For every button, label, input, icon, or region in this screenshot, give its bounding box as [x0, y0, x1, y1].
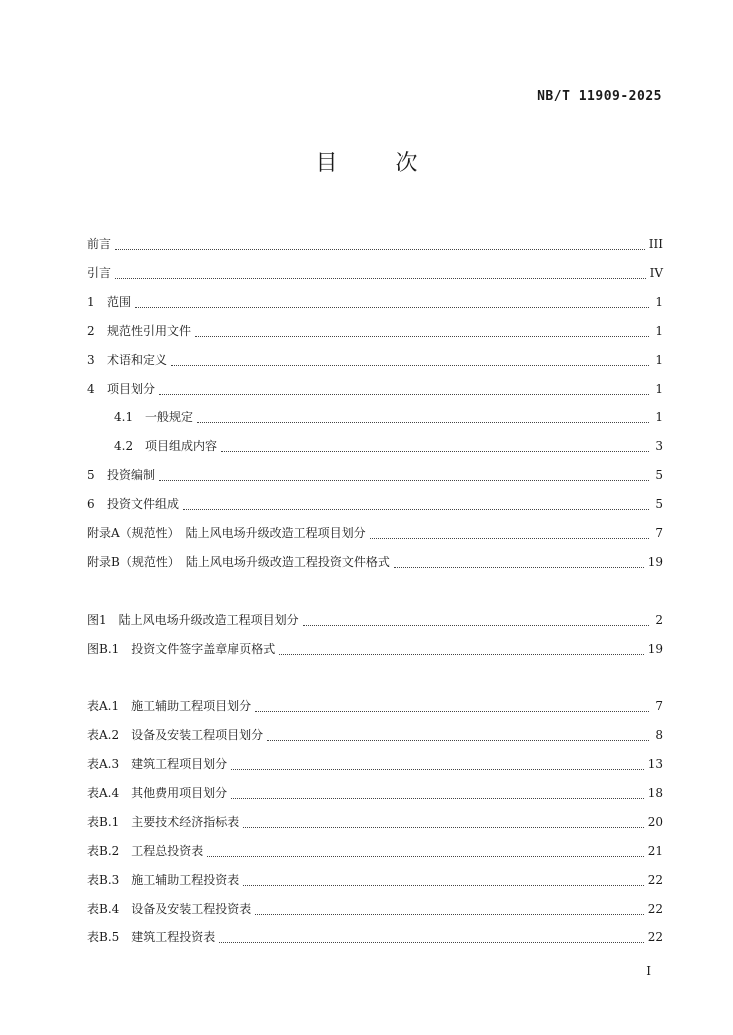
toc-entry-label: 表B.1 主要技术经济指标表: [87, 815, 240, 829]
toc-entry[interactable]: [87, 234, 663, 254]
toc-leader: [303, 611, 649, 626]
toc-table-entry[interactable]: [87, 870, 663, 890]
toc-entry-label: 附录B（规范性） 陆上风电场升级改造工程投资文件格式: [87, 555, 390, 569]
toc-entry-label: 表A.4 其他费用项目划分: [87, 786, 228, 800]
toc-table-entry[interactable]: [87, 841, 663, 861]
toc-leader: [243, 871, 643, 886]
toc-leader: [231, 755, 644, 770]
toc-leader: [115, 264, 646, 279]
toc-entry-page: 2: [655, 613, 663, 627]
toc-entry[interactable]: [87, 350, 663, 370]
toc-entry-label: 表A.1 施工辅助工程项目划分: [87, 699, 252, 713]
toc-entry-page: 21: [647, 844, 663, 858]
toc-subentry[interactable]: [87, 436, 663, 456]
toc-entry-label: 引言: [87, 266, 112, 280]
toc-leader: [219, 928, 643, 943]
toc-leader: [394, 553, 644, 568]
toc-entry-label: 表A.3 建筑工程项目划分: [87, 757, 228, 771]
toc-table-entry[interactable]: [87, 783, 663, 803]
toc-entry-page: 1: [655, 382, 663, 396]
toc-leader: [183, 495, 649, 510]
toc-figure-entry[interactable]: [87, 639, 663, 659]
toc-entry-page: 22: [647, 930, 663, 944]
toc-entry-page: 3: [655, 439, 663, 453]
page-title: 目 次: [315, 151, 436, 176]
toc-entry-appendix-b[interactable]: [87, 552, 663, 572]
toc-leader: [279, 640, 643, 655]
toc-entry-page: 22: [647, 873, 663, 887]
toc-entry-number: 6: [87, 497, 95, 511]
toc-subentry[interactable]: [87, 407, 663, 427]
toc-entry-page: 1: [655, 410, 663, 424]
toc-leader: [159, 466, 649, 481]
toc-leader: [159, 380, 649, 395]
toc-entry-label: 表B.5 建筑工程投资表: [87, 930, 216, 944]
toc-entry-label: 表A.2 设备及安装工程项目划分: [87, 728, 264, 742]
toc-entry[interactable]: [87, 379, 663, 399]
toc-leader: [115, 235, 645, 250]
toc-leader: [221, 437, 649, 452]
toc-leader: [267, 726, 649, 741]
toc-entry-page: 1: [655, 295, 663, 309]
toc-entry-label: 表B.4 设备及安装工程投资表: [87, 902, 252, 916]
toc-entry-appendix-a[interactable]: [87, 523, 663, 543]
toc-leader: [255, 900, 643, 915]
toc-entry-page: 13: [647, 757, 663, 771]
toc-leader: [231, 784, 644, 799]
toc-entry-page: III: [648, 237, 663, 251]
toc-entry-number: 4.2: [114, 439, 134, 453]
toc-leader: [207, 842, 643, 857]
toc-table-entry[interactable]: [87, 899, 663, 919]
toc-entry[interactable]: [87, 321, 663, 341]
toc-table-entry[interactable]: [87, 754, 663, 774]
toc-entry-page: 19: [647, 555, 663, 569]
toc-leader: [195, 322, 649, 337]
toc-entry-page: 1: [655, 353, 663, 367]
toc-leader: [135, 293, 649, 308]
toc-entry-label: 项目组成内容: [145, 439, 218, 453]
toc-entry-page: 18: [647, 786, 663, 800]
toc-entry-label: 附录A（规范性） 陆上风电场升级改造工程项目划分: [87, 526, 366, 540]
toc-table-entry[interactable]: [87, 696, 663, 716]
toc-entry-number: 5: [87, 468, 95, 482]
toc-entry-label: 项目划分: [107, 382, 156, 396]
toc-table-entry[interactable]: [87, 927, 663, 947]
toc-entry-label: 投资文件组成: [107, 497, 180, 511]
toc-entry-label: 前言: [87, 237, 112, 251]
toc-table-entry[interactable]: [87, 812, 663, 832]
toc-entry-label: 表B.2 工程总投资表: [87, 844, 204, 858]
toc-entry[interactable]: [87, 465, 663, 485]
toc-entry-page: 5: [655, 468, 663, 482]
standard-code: NB/T 11909-2025: [537, 89, 662, 104]
page-number: I: [646, 964, 651, 978]
toc-entry-label: 投资编制: [107, 468, 156, 482]
toc-leader: [171, 351, 649, 366]
toc-entry-page: 7: [655, 699, 663, 713]
toc-entry-number: 3: [87, 353, 95, 367]
toc-entry-page: 8: [655, 728, 663, 742]
toc-entry-page: 20: [647, 815, 663, 829]
toc-entry-number: 1: [87, 295, 95, 309]
toc-entry-number: 4: [87, 382, 95, 396]
toc-entry-page: 1: [655, 324, 663, 338]
toc-entry-label: 一般规定: [145, 410, 194, 424]
toc-entry[interactable]: [87, 292, 663, 312]
toc-entry[interactable]: [87, 263, 663, 283]
toc-entry-label: 表B.3 施工辅助工程投资表: [87, 873, 240, 887]
toc-entry-label: 图B.1 投资文件签字盖章扉页格式: [87, 642, 276, 656]
toc-leader: [243, 813, 643, 828]
toc-leader: [370, 524, 649, 539]
toc-entry-number: 4.1: [114, 410, 134, 424]
toc-entry-number: 2: [87, 324, 95, 338]
toc-entry-page: 22: [647, 902, 663, 916]
toc-entry-page: 5: [655, 497, 663, 511]
toc-entry-page: 7: [655, 526, 663, 540]
toc-entry-label: 图1 陆上风电场升级改造工程项目划分: [87, 613, 299, 627]
toc-figure-entry[interactable]: [87, 610, 663, 630]
toc-entry[interactable]: [87, 494, 663, 514]
toc-entry-label: 规范性引用文件: [107, 324, 192, 338]
toc-leader: [255, 697, 649, 712]
toc-entry-page: 19: [647, 642, 663, 656]
toc-entry-label: 范围: [107, 295, 132, 309]
toc-table-entry[interactable]: [87, 725, 663, 745]
toc-entry-label: 术语和定义: [107, 353, 168, 367]
toc-leader: [197, 408, 649, 423]
toc-entry-page: IV: [649, 266, 663, 280]
